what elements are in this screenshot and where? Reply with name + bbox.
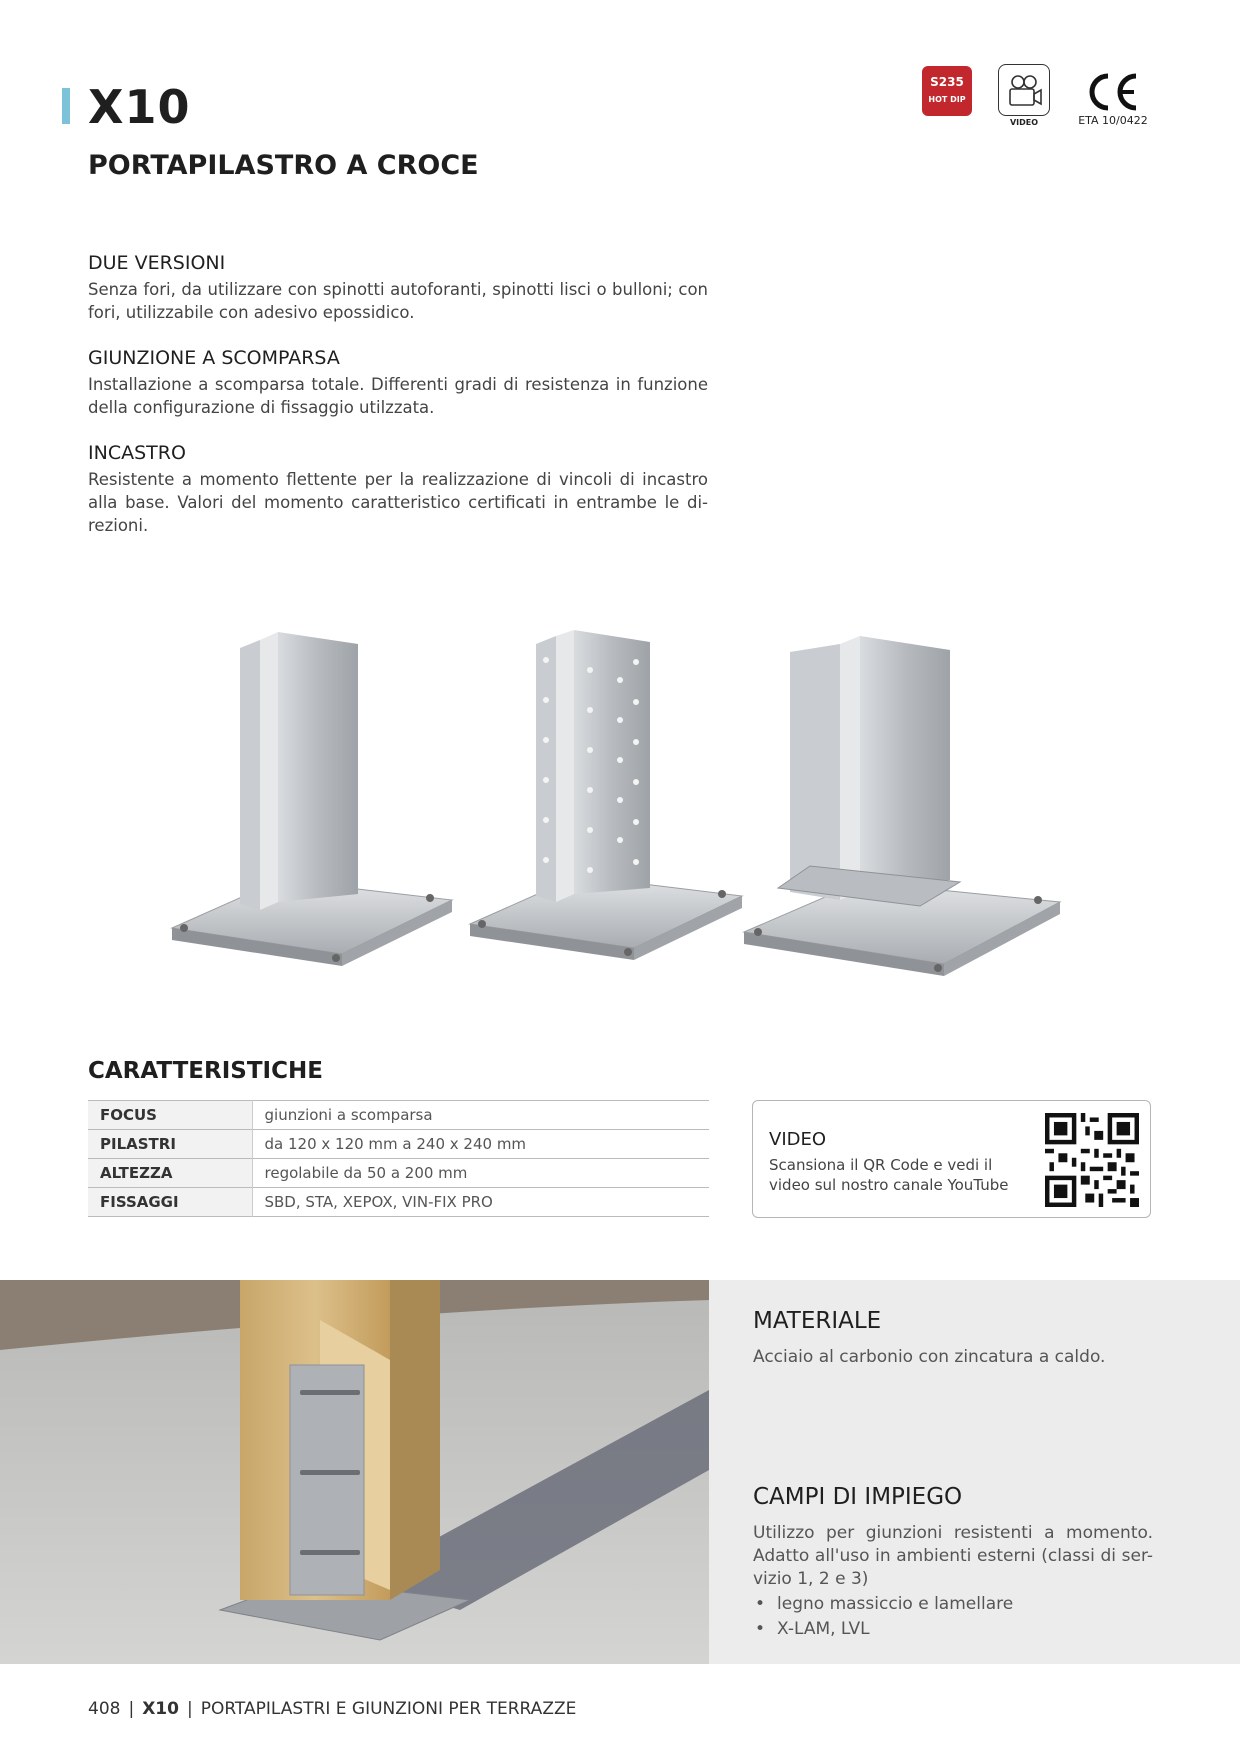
row-value: SBD, STA, XEPOX, VIN-FIX PRO: [264, 1193, 493, 1211]
video-camera-icon: [998, 64, 1050, 116]
material-text: Acciaio al carbonio con zincatura a caldo.: [753, 1347, 1106, 1367]
video-box: [752, 1100, 1151, 1218]
feature-text: Installazione a scomparsa totale. Differenti gradi di resistenza in funzione della configurazione di fissaggio utilzzata.: [88, 375, 708, 417]
characteristics-title: CARATTERISTICHE: [88, 1058, 323, 1084]
table-row: [88, 1130, 709, 1159]
product-images: [160, 630, 1080, 990]
installation-photo: [0, 1280, 709, 1664]
material-title: MATERIALE: [753, 1308, 882, 1334]
product-perforated-variant: [470, 630, 742, 960]
feature-section: [88, 252, 708, 324]
applications-list: [753, 1592, 1013, 1642]
page-title: X10: [88, 80, 191, 134]
page-footer: 408 | X10 | PORTAPILASTRI E GIUNZIONI PER TERRAZZE: [88, 1699, 577, 1719]
page-number: 408: [88, 1699, 121, 1719]
page-subtitle: PORTAPILASTRO A CROCE: [88, 150, 479, 181]
feature-title: DUE VERSIONI: [88, 252, 226, 274]
ce-mark-icon: [1082, 70, 1142, 114]
table-row: [88, 1101, 709, 1130]
material-panel: [709, 1280, 1240, 1664]
row-key: PILASTRI: [88, 1130, 252, 1159]
feature-section: [88, 347, 708, 419]
row-key: FOCUS: [88, 1101, 252, 1130]
video-box-title: VIDEO: [769, 1129, 827, 1150]
qr-code-icon[interactable]: [1045, 1113, 1139, 1207]
characteristics-table: [88, 1100, 709, 1217]
coating-label: HOT DIP: [928, 95, 966, 104]
row-value: da 120 x 120 mm a 240 x 240 mm: [264, 1135, 527, 1153]
product-adjustable-variant: [744, 636, 1060, 976]
footer-product: X10: [142, 1699, 179, 1719]
certification-label: ETA 10/0422: [1078, 114, 1148, 127]
steel-grade-badge: [922, 66, 972, 116]
row-value: giunzioni a scomparsa: [264, 1106, 433, 1124]
row-value: regolabile da 50 a 200 mm: [264, 1164, 468, 1182]
feature-title: GIUNZIONE A SCOMPARSA: [88, 347, 340, 369]
row-key: ALTEZZA: [88, 1159, 252, 1188]
title-accent-bar: [62, 88, 70, 124]
table-row: [88, 1159, 709, 1188]
feature-section: [88, 442, 708, 537]
table-row: [88, 1188, 709, 1217]
feature-text: Resistente a momento flettente per la realizzazione di vincoli di incastro alla base. Valori del momento caratteristico certificati in entrambe le di-rezioni.: [88, 470, 708, 535]
applications-text: Utilizzo per giunzioni resistenti a momento. Adatto all'uso in ambienti esterni (classi di ser-vizio 1, 2 e 3): [753, 1523, 1153, 1589]
feature-title: INCASTRO: [88, 442, 186, 464]
applications-title: CAMPI DI IMPIEGO: [753, 1484, 963, 1510]
steel-grade-label: S235: [930, 75, 964, 89]
video-badge-label: VIDEO: [1009, 118, 1039, 127]
row-key: FISSAGGI: [88, 1188, 252, 1217]
product-plain-variant: [172, 632, 452, 966]
list-item: • legno massiccio e lamellare: [753, 1592, 1013, 1617]
video-box-text: Scansiona il QR Code e vedi il video sul nostro canale YouTube: [769, 1156, 1009, 1194]
footer-chapter: PORTAPILASTRI E GIUNZIONI PER TERRAZZE: [200, 1699, 577, 1719]
feature-text: Senza fori, da utilizzare con spinotti autoforanti, spinotti lisci o bulloni; con fori, utilizzabile con adesivo epossidico.: [88, 280, 708, 322]
list-item: • X-LAM, LVL: [753, 1617, 1013, 1642]
